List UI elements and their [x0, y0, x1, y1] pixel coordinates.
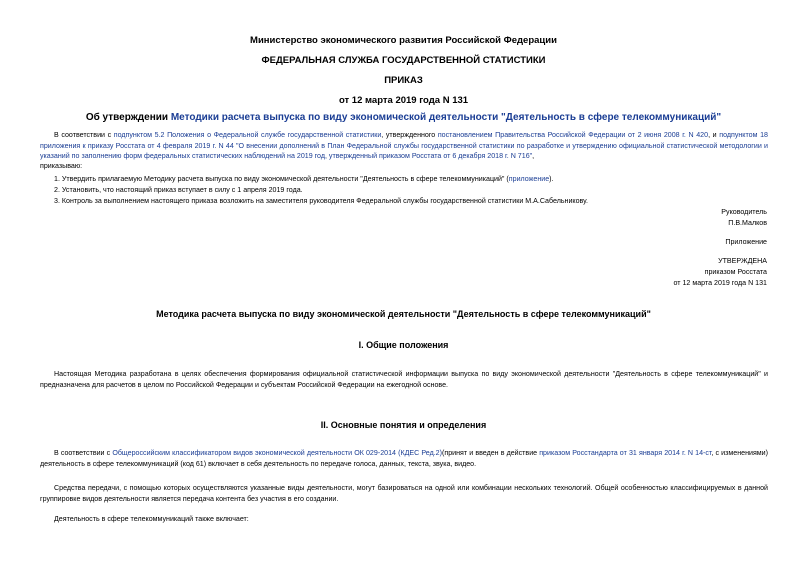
section-1-paragraph: Настоящая Методика разработана в целях обеспечения формирования официальной статистической информации выпуска по виду экономической деятельности "Деятельность в сфере телекоммуникаций" и предназначена для расчетов в целом по Российской Федерации и субъектам Российской Федерации на ежегодной основе.	[40, 370, 768, 389]
approved-label: УТВЕРЖДЕНА	[718, 257, 767, 265]
rosstat-order-link[interactable]: подпунктом 18 приложения к приказу Росстата от 4 февраля 2019 г. N 44 "О внесении дополнений в План Федеральной службы государственной статистики по разработке и утверждению официальной статистической методологии и указаний по заполнению форм федеральных статистических наблюдений на 2019 год, утвержденный приказом Росстата от 6 декабря 2018 г. N 716"	[40, 131, 768, 160]
approved-by-order: приказом Росстата	[704, 268, 767, 276]
government-decree-link[interactable]: постановлением Правительства Российской Федерации от 2 июня 2008 г. N 420	[437, 131, 709, 139]
okved-classifier-link[interactable]: Общероссийским классификатором видов экономической деятельности ОК 029-2014 (КДЕС Ред.2)	[112, 449, 442, 457]
order-item-2: 2. Установить, что настоящий приказ вступает в силу с 1 апреля 2019 года.	[54, 186, 303, 194]
ministry-name: Министерство экономического развития Российской Федерации	[250, 35, 557, 46]
signature-role: Руководитель	[721, 208, 767, 216]
order-item-3: 3. Контроль за выполнением настоящего приказа возложить на заместителя руководителя Федеральной службы государственной статистики М.А.Сабельникову.	[54, 197, 588, 205]
s2-p1-text-3: , с изменениями) деятельность в сфере телекоммуникаций (код 61) включает в себя деятельность по передаче голоса, данных, текста, звука, видео.	[40, 449, 769, 468]
order-title-prefix: Об утверждении	[85, 112, 171, 123]
preamble-text-1: В соответствии с	[54, 131, 114, 139]
methodology-title: Методика расчета выпуска по виду экономической деятельности "Деятельность в сфере телекоммуникаций"	[156, 309, 651, 319]
rosstandart-order-link[interactable]: приказом Росстандарта от 31 января 2014 г. N 14-ст	[539, 449, 712, 457]
item-1-text: 1. Утвердить прилагаемую Методику расчета выпуска по виду экономической деятельности "Деятельность в сфере телекоммуникаций" (	[54, 175, 509, 183]
order-date-number: от 12 марта 2019 года N 131	[338, 95, 469, 106]
methodology-link[interactable]: Методики расчета выпуска по виду экономической деятельности "Деятельность в сфере телекоммуникаций"	[170, 112, 722, 123]
order-title	[0, 112, 807, 123]
document-type: ПРИКАЗ	[384, 75, 423, 86]
preamble-text-2: , утвержденного	[381, 131, 438, 139]
signature-name: П.В.Малков	[728, 219, 767, 227]
item-1-end: ).	[549, 175, 554, 183]
service-name: ФЕДЕРАЛЬНАЯ СЛУЖБА ГОСУДАРСТВЕННОЙ СТАТИСТИКИ	[261, 55, 546, 66]
section-1-title: I. Общие положения	[358, 340, 449, 350]
s2-p1-text-1: В соответствии с	[54, 449, 113, 457]
preamble-text-3: , и	[708, 131, 720, 139]
preamble-paragraph	[40, 130, 768, 162]
appendix-label: Приложение	[725, 238, 767, 246]
appendix-link[interactable]: приложение	[508, 175, 550, 183]
s2-p1-text-2: (принят и введен в действие	[442, 449, 540, 457]
order-item-1	[54, 174, 554, 185]
section-2-paragraph-1	[40, 448, 768, 469]
preamble-text-4: ,	[532, 152, 535, 160]
regulation-link[interactable]: подпунктом 5.2 Положения о Федеральной службе государственной статистики	[113, 131, 382, 139]
approved-date: от 12 марта 2019 года N 131	[673, 279, 767, 287]
order-word: приказываю:	[40, 162, 83, 170]
section-2-paragraph-3: Деятельность в сфере телекоммуникаций также включает:	[54, 515, 249, 523]
section-2-paragraph-2: Средства передачи, с помощью которых осуществляются указанные виды деятельности, могут базироваться на одной или комбинации нескольких технологий. Общей особенностью классифицируемых в данной группировке видов деятельности является передача контента без участия в его создании.	[40, 484, 768, 503]
section-2-title: II. Основные понятия и определения	[320, 420, 487, 430]
